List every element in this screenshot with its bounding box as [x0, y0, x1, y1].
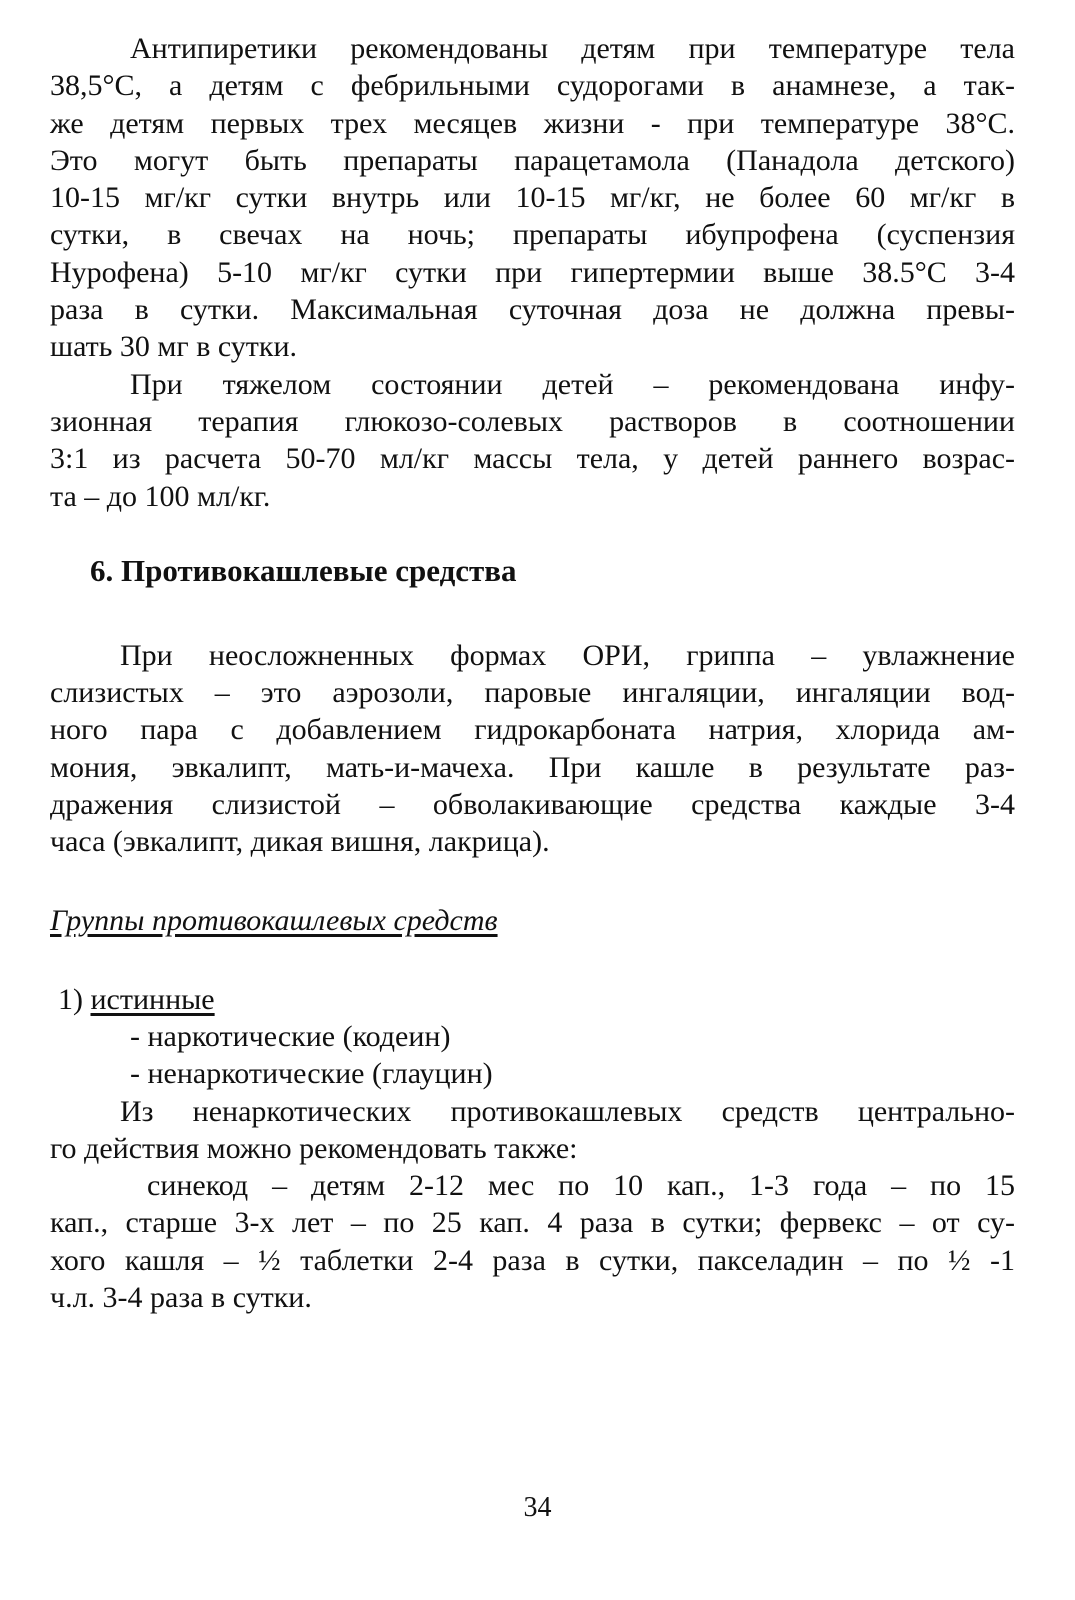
list-title: истинные — [90, 982, 215, 1016]
text-line: же детям первых трех месяцев жизни - при температуре 38°С. — [50, 106, 1015, 140]
text-line: дражения слизистой – обволакивающие средства каждые 3-4 — [50, 788, 1015, 822]
text-line: 3:1 из расчета 50-70 мл/кг массы тела, у детей раннего возрас- — [50, 442, 1015, 476]
list-item: - наркотические (кодеин) — [130, 1019, 451, 1053]
list-heading — [50, 981, 1015, 1018]
list-item: - ненаркотические (глауцин) — [130, 1057, 493, 1091]
page-body — [50, 30, 1015, 1316]
text-line: часа (эвкалипт, дикая вишня, лакрица). — [50, 825, 550, 859]
text-line: ч.л. 3-4 раза в сутки. — [50, 1281, 312, 1315]
list-number: 1) — [58, 982, 83, 1016]
text-line: го действия можно рекомендовать также: — [50, 1131, 578, 1165]
text-line: Антипиретики рекомендованы детям при температуре тела — [130, 32, 1015, 65]
text-line: сутки, в свечах на ночь; препараты ибупрофена (суспензия — [50, 218, 1015, 252]
text-line: При тяжелом состоянии детей – рекомендована инфу- — [130, 367, 1015, 401]
text-line: слизистых – это аэрозоли, паровые ингаляции, ингаляции вод- — [50, 676, 1015, 710]
text-line: та – до 100 мл/кг. — [50, 479, 271, 513]
text-line: Из ненаркотических противокашлевых средств центрально- — [120, 1094, 1015, 1128]
text-line: раза в сутки. Максимальная суточная доза не должна превы- — [50, 293, 1015, 327]
text-line: шать 30 мг в сутки. — [50, 330, 298, 364]
text-line: Это могут быть препараты парацетамола (Панадола детского) — [50, 143, 1015, 177]
section-heading: 6. Противокашлевые средства — [90, 552, 517, 588]
text-line: синекод – детям 2-12 мес по 10 кап., 1-3 года – по 15 — [147, 1169, 1015, 1203]
text-line: зионная терапия глюкозо-солевых растворов в соотношении — [50, 404, 1015, 438]
text-line: кап., старше 3-х лет – по 25 кап. 4 раза в сутки; фервекс – от су- — [50, 1206, 1015, 1240]
paragraph-antipyretics — [50, 30, 1015, 366]
paragraph-dosages — [50, 1167, 1015, 1316]
text-line: Нурофена) 5-10 мг/кг сутки при гипертермии выше 38.5°С 3-4 — [50, 255, 1015, 289]
subheading: Группы противокашлевых средств — [50, 903, 498, 937]
paragraph-nonnarcotic — [50, 1093, 1015, 1168]
text-line: ного пара с добавлением гидрокарбоната натрия, хлорида ам- — [50, 713, 1015, 747]
text-line: 38,5°С, а детям с фебрильными судорогами в анамнезе, а так- — [50, 69, 1015, 103]
text-line: 10-15 мг/кг сутки внутрь или 10-15 мг/кг, не более 60 мг/кг в — [50, 181, 1015, 215]
text-line: При неосложненных формах ОРИ, гриппа – увлажнение — [120, 638, 1015, 672]
page-number: 34 — [523, 1492, 552, 1523]
paragraph-moisturizing — [50, 637, 1015, 861]
paragraph-infusion — [50, 366, 1015, 515]
text-line: мония, эвкалипт, мать-и-мачеха. При кашле в результате раз- — [50, 750, 1015, 784]
text-line: хого кашля – ½ таблетки 2-4 раза в сутки, пакселадин – по ½ -1 — [50, 1243, 1015, 1277]
